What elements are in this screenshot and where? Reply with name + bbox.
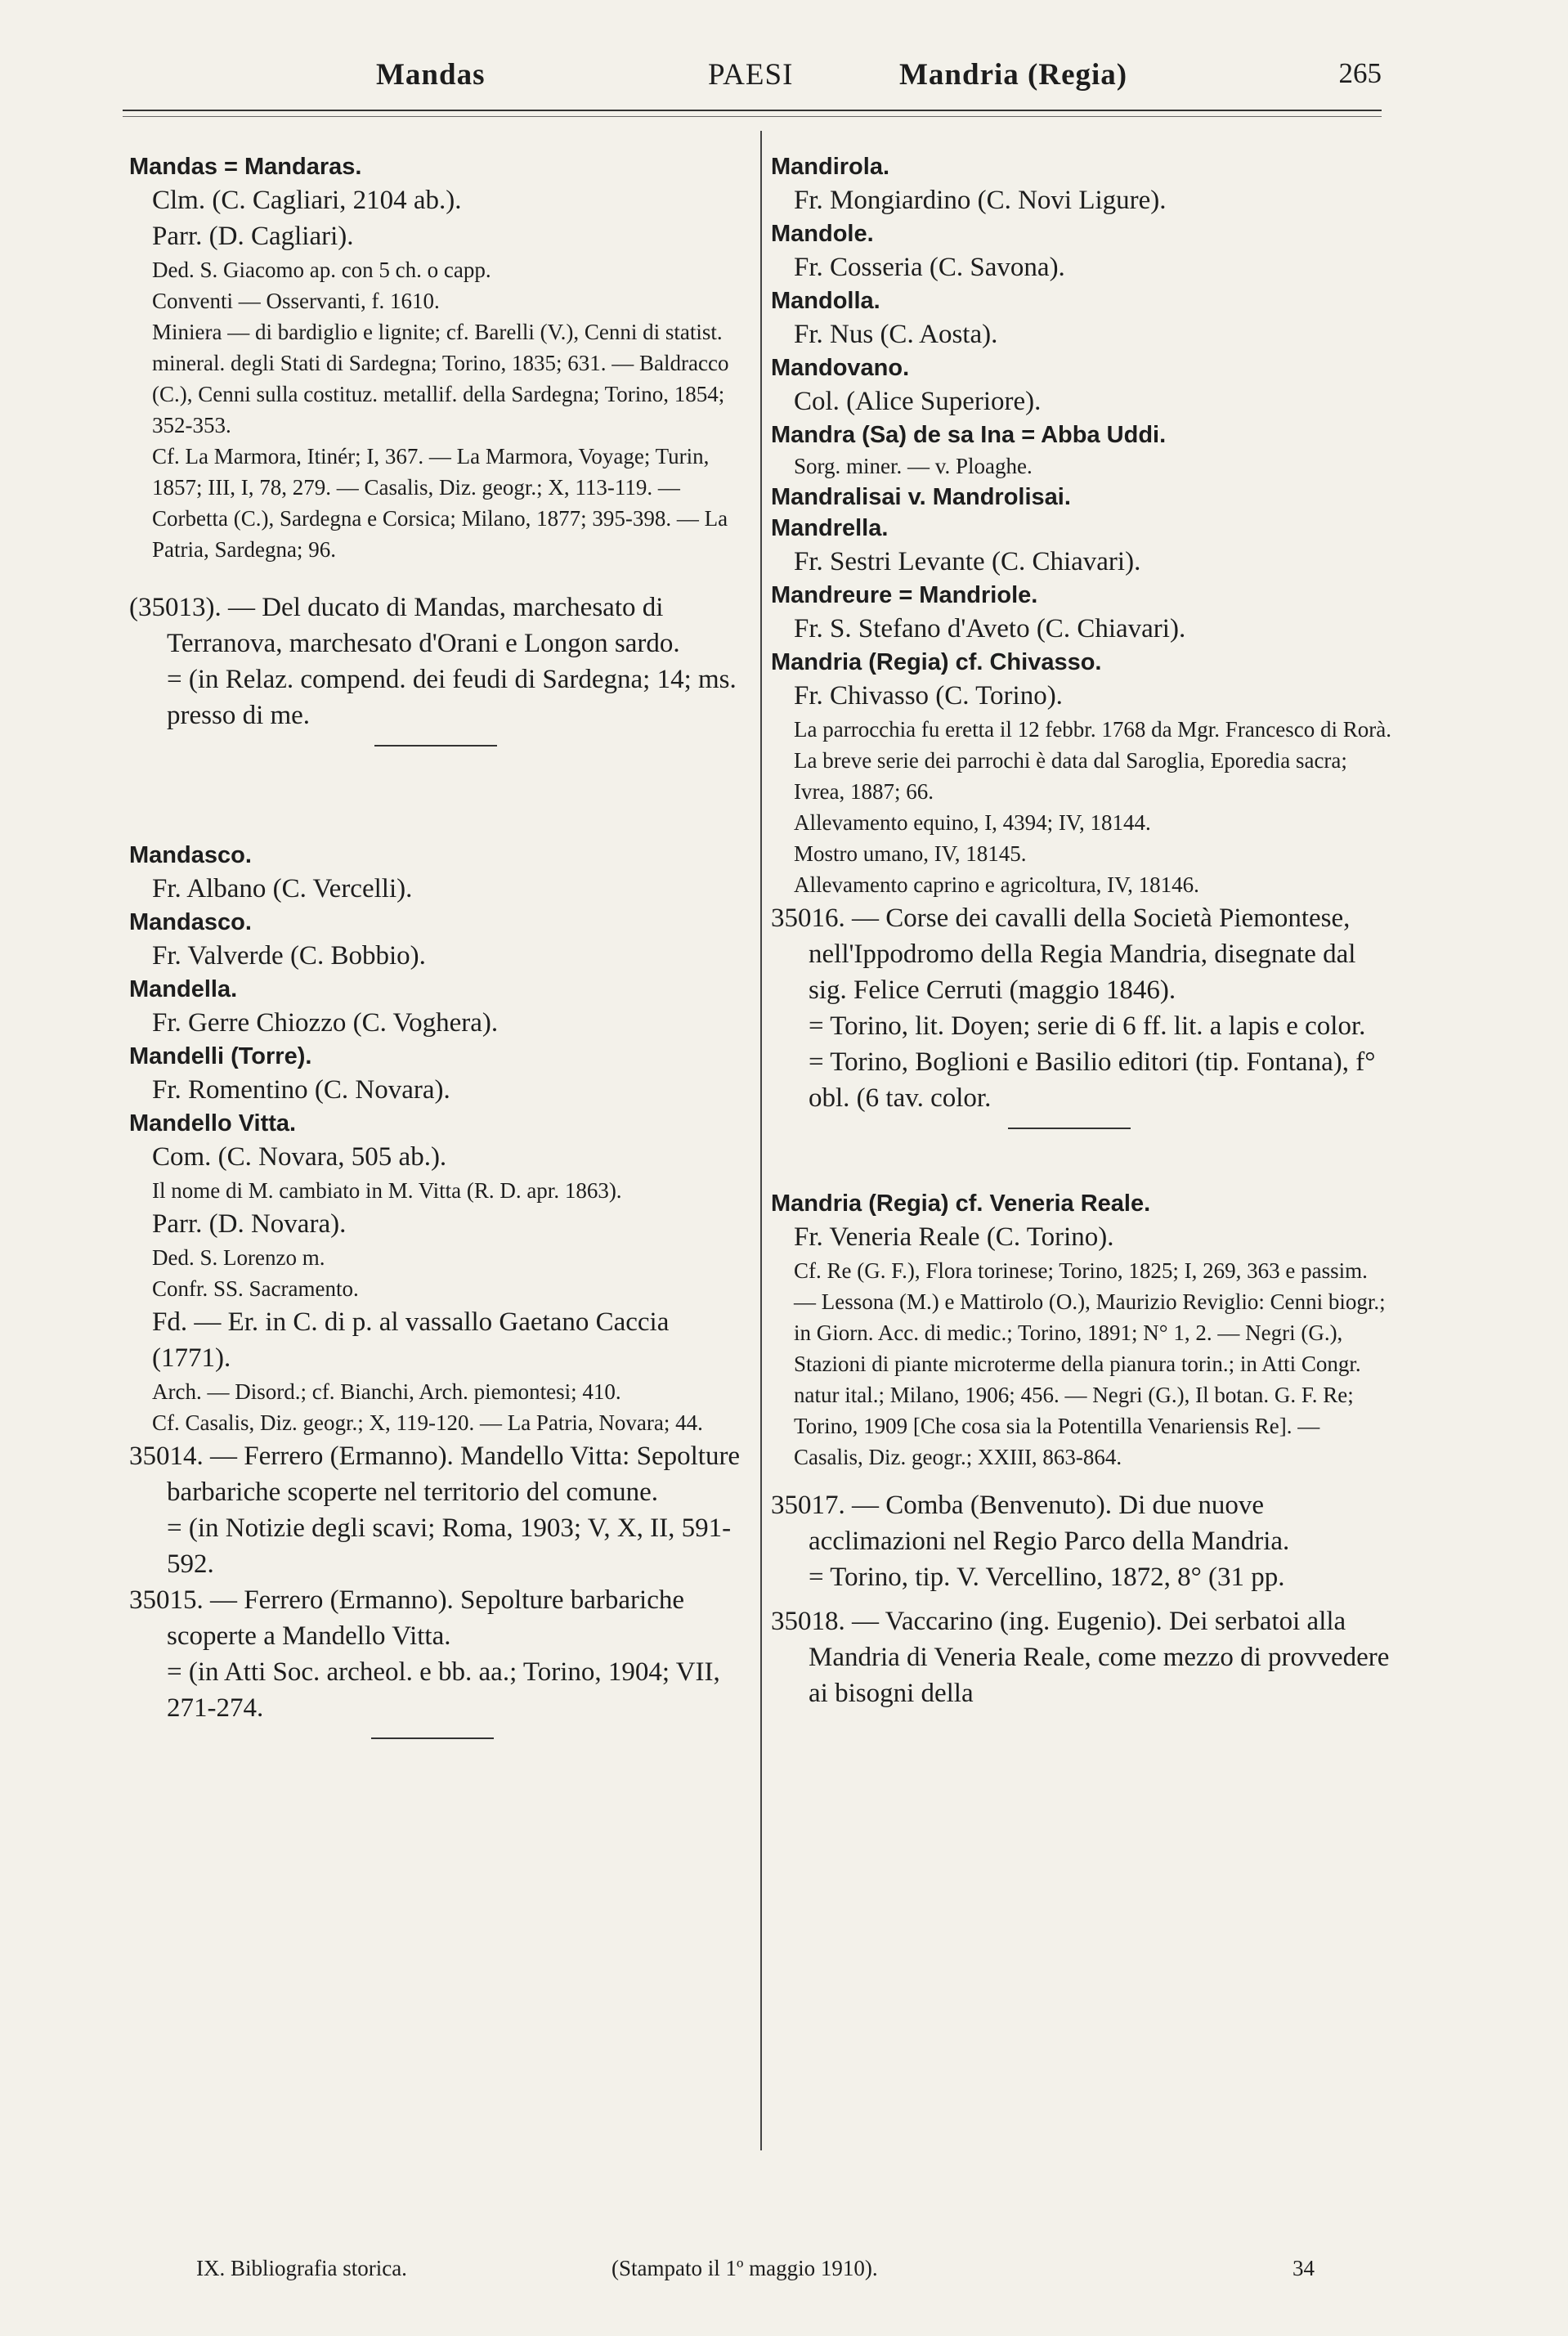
entry-heading: Mandolla. [771,288,880,314]
column-divider [760,131,762,2150]
entry-line: 35015. — Ferrero (Ermanno). Sepolture barbariche scoperte a Mandello Vitta. [129,1585,685,1651]
entry-line: Fr. Veneria Reale (C. Torino). [794,1222,1114,1252]
entry-note: La parrocchia fu eretta il 12 febbr. 1768 da Mgr. Francesco di Rorà. La breve serie dei parrochi è data dal Saroglia, Eporedia sacra; Ivrea, 1887; 66. [794,717,1391,804]
spacer [771,1141,1394,1188]
page-footer [196,2256,1357,2289]
separator-rule [1008,1128,1131,1129]
entry-line: 35014. — Ferrero (Ermanno). Mandello Vitta: Sepolture barbariche scoperte nel territorio del comune. [129,1442,741,1507]
entry-line: = Torino, lit. Doyen; serie di 6 ff. lit. a lapis e color. [809,1011,1366,1041]
entry-line: Parr. (D. Novara). [152,1209,347,1239]
entry-line: Fr. Nus (C. Aosta). [794,320,998,349]
entry-heading: Mandrella. [771,515,889,541]
entry-line: Parr. (D. Cagliari). [152,222,354,251]
entry-heading: Mandas = Mandaras. [129,154,362,180]
entry-heading: Mandralisai v. Mandrolisai. [771,484,1071,510]
header-center: PAESI [708,58,794,92]
entry-heading: Mandirola. [771,154,890,180]
entry-line: = (in Relaz. compend. dei feudi di Sardegna; 14; ms. presso di me. [167,665,737,730]
entry-line: Com. (C. Novara, 505 ab.). [152,1142,447,1172]
header-rule [123,110,1382,111]
entry-note: Ded. S. Giacomo ap. con 5 ch. o capp. [152,258,491,282]
entry-note: Cf. Re (G. F.), Flora torinese; Torino, 1825; I, 269, 363 e passim. — Lessona (M.) e Mattirolo (O.), Maurizio Reviglio: Cenni biogr.; in Giorn. Acc. di medic.; Torino, 1891; N° 1, 2. — Negri (G.), Stazioni di piante microterme della pianura torin.; in Atti Congr. natur ital.; Milano, 1906; 456. — Negri (G.), Il botan. G. F. Re; Torino, 1909 [Che cosa sia la Potentilla Venariensis Re]. — Casalis, Diz. geogr.; XXIII, 863-864. [794,1258,1386,1469]
entry-heading: Mandelli (Torre). [129,1043,312,1069]
entry-line: Fd. — Er. in C. di p. al vassallo Gaetano Caccia (1771). [152,1307,670,1373]
running-head [123,57,1382,106]
entry-note: Allevamento equino, I, 4394; IV, 18144. [794,810,1151,835]
entry-line: Fr. Cosseria (C. Savona). [794,253,1065,282]
entry-heading: Mandasco. [129,842,252,868]
header-right: Mandria (Regia) [899,58,1128,92]
entry-heading: Mandria (Regia) cf. Veneria Reale. [771,1190,1151,1217]
page-number: 265 [1338,57,1382,89]
spacer [771,1473,1394,1487]
footer-left: IX. Bibliografia storica. [196,2256,407,2280]
entry-note: Cf. Casalis, Diz. geogr.; X, 119-120. — La Patria, Novara; 44. [152,1410,703,1435]
entry-note: Cf. La Marmora, Itinér; I, 367. — La Marmora, Voyage; Turin, 1857; III, I, 78, 279. — Casalis, Diz. geogr.; X, 113-119. — Corbetta (C.), Sardegna e Corsica; Milano, 1877; 395-398. — La Patria, Sardegna; 96. [152,444,728,562]
entry-note: Arch. — Disord.; cf. Bianchi, Arch. piemontesi; 410. [152,1379,621,1404]
entry-line: Fr. Sestri Levante (C. Chiavari). [794,547,1141,576]
entry-heading: Mandreure = Mandriole. [771,582,1038,608]
entry-line: Fr. S. Stefano d'Aveto (C. Chiavari). [794,614,1186,643]
entry-line: Fr. Albano (C. Vercelli). [152,874,413,903]
entry-line: 35018. — Vaccarino (ing. Eugenio). Dei serbatoi alla Mandria di Veneria Reale, come mezzo di provvedere ai bisogni della [771,1607,1390,1708]
entry-line: = (in Atti Soc. archeol. e bb. aa.; Torino, 1904; VII, 271-274. [167,1657,720,1723]
entry-line: Fr. Chivasso (C. Torino). [794,681,1063,711]
entry-heading: Mandello Vitta. [129,1110,297,1137]
entry-note: Allevamento caprino e agricoltura, IV, 18146. [794,872,1199,897]
entry-line: Fr. Romentino (C. Novara). [152,1075,450,1105]
header-rule-thin [123,116,1382,117]
entry-line: = Torino, tip. V. Vercellino, 1872, 8° (31 pp. [809,1563,1285,1592]
entry-line: Clm. (C. Cagliari, 2104 ab.). [152,186,462,215]
entry-heading: Mandra (Sa) de sa Ina = Abba Uddi. [771,422,1167,448]
entry-note: Sorg. miner. — v. Ploaghe. [794,454,1033,478]
entry-note: Ded. S. Lorenzo m. [152,1245,325,1270]
entry-note: Il nome di M. cambiato in M. Vitta (R. D. apr. 1863). [152,1178,622,1203]
entry-note: Miniera — di bardiglio e lignite; cf. Barelli (V.), Cenni di statist. mineral. degli Stati di Sardegna; Torino, 1835; 631. — Baldracco (C.), Cenni sulla costituz. metallif. della Sardegna; Torino, 1854; 352-353. [152,320,729,437]
spacer [129,758,749,840]
entry-heading: Mandasco. [129,909,252,935]
left-column [129,151,749,1751]
entry-heading: Mandria (Regia) cf. Chivasso. [771,649,1102,675]
entry-line: 35016. — Corse dei cavalli della Società Piemontese, nell'Ippodromo della Regia Mandria, disegnate dal sig. Felice Cerruti (maggio 1846). [771,903,1356,1005]
entry-line: Fr. Valverde (C. Bobbio). [152,941,426,971]
entry-line: Fr. Gerre Chiozzo (C. Voghera). [152,1008,499,1038]
entry-line: (35013). — Del ducato di Mandas, marchesato di Terranova, marchesato d'Orani e Longon sardo. [129,593,680,658]
entry-line: = Torino, Boglioni e Basilio editori (tip. Fontana), f° obl. (6 tav. color. [809,1047,1376,1113]
spacer [129,565,749,590]
entry-line: = (in Notizie degli scavi; Roma, 1903; V, X, II, 591-592. [167,1513,732,1579]
entry-heading: Mandole. [771,221,874,247]
entry-note: Confr. SS. Sacramento. [152,1276,359,1301]
separator-rule [374,745,497,747]
entry-line: Fr. Mongiardino (C. Novi Ligure). [794,186,1167,215]
entry-heading: Mandella. [129,976,238,1002]
entry-line: 35017. — Comba (Benvenuto). Di due nuove acclimazioni nel Regio Parco della Mandria. [771,1491,1290,1556]
footer-right: 34 [1292,2256,1315,2280]
header-left: Mandas [376,58,486,92]
right-column [771,151,1394,1711]
spacer [771,1595,1394,1603]
entry-line: Col. (Alice Superiore). [794,387,1042,416]
separator-rule [371,1737,494,1739]
footer-center: (Stampato il 1º maggio 1910). [612,2256,878,2280]
entry-heading: Mandovano. [771,355,910,381]
entry-note: Mostro umano, IV, 18145. [794,841,1027,866]
entry-note: Conventi — Osservanti, f. 1610. [152,289,440,313]
